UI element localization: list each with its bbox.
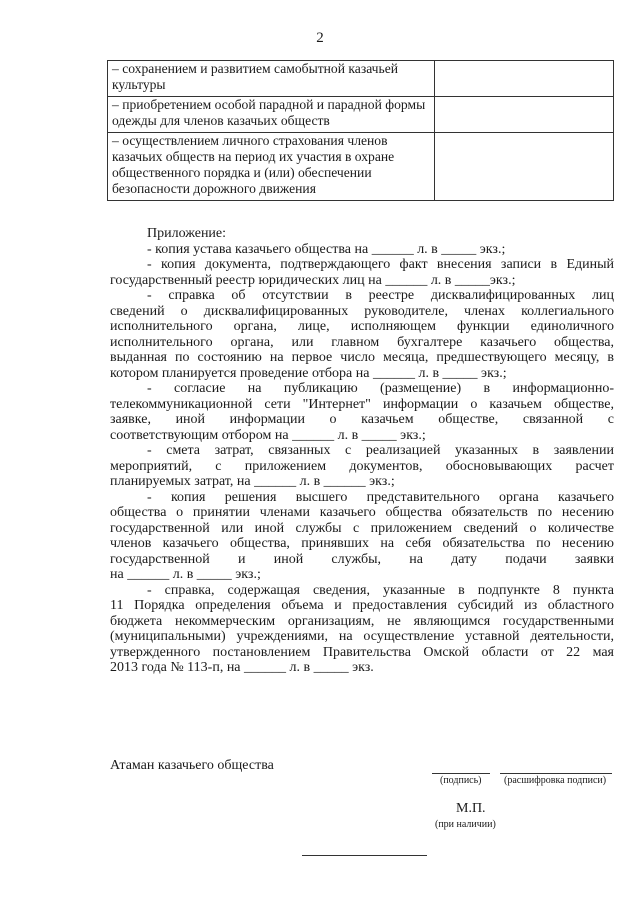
table-cell: – сохранением и развитием самобытной казачьей культуры	[108, 61, 435, 97]
signature-title: Атаман казачьего общества	[110, 758, 274, 773]
table-cell-empty	[435, 61, 614, 97]
attachment-item: - копия документа, подтверждающего факт внесения записи в Единый	[147, 257, 614, 272]
table-cell-empty	[435, 133, 614, 201]
attachment-item-line: мероприятий, с приложением документов, обосновывающих расчет	[110, 458, 614, 474]
table-cell: – приобретением особой парадной и парадной формы одежды для членов казачьих обществ	[108, 97, 435, 133]
attachment-item-line: общества о принятии членами казачьего общества обязательств по несению	[110, 505, 614, 520]
attachment-item-line: государственной или иной службы с приложением сведений о количестве	[110, 520, 614, 536]
table-row	[108, 133, 614, 201]
attachment-item-line: котором планируется проведение отбора на ______ л. в _____ экз.;	[110, 365, 507, 381]
signature-caption: (подпись)	[440, 775, 482, 786]
table-row	[108, 61, 614, 97]
signature-line	[432, 773, 490, 774]
attachment-heading: Приложение:	[147, 226, 227, 241]
attachment-item-line: бюджета некоммерческим организациям, не являющимся государственными	[110, 613, 614, 629]
attachment-item-line: исполнительного органа, лице, исполняющем функции единоличного	[110, 319, 614, 334]
attachment-item: - справка об отсутствии в реестре дисквалифицированных лиц	[147, 288, 614, 303]
attachment-item-line: выданная по состоянию на первое число месяца, предшествующего месяцу, в	[110, 350, 614, 365]
attachment-item-line: заявке, иной информации о казачьем обществе, связанной с	[110, 412, 614, 427]
attachment-item-line: 2013 года № 113-п, на ______ л. в _____ экз.	[110, 660, 374, 675]
attachment-item-line: соответствующим отбором на ______ л. в _____ экз.;	[110, 427, 426, 443]
attachment-item-line: телекоммуникационной сети "Интернет" информации о казачьем обществе,	[110, 396, 614, 412]
attachment-item: - копия устава казачьего общества на ______ л. в _____ экз.;	[147, 241, 506, 257]
table-row	[108, 97, 614, 133]
attachment-item-line: 11 Порядка определения объема и предоставления субсидий из областного	[110, 598, 614, 613]
page-number: 2	[316, 30, 324, 46]
attachment-item: - согласие на публикацию (размещение) в информационно-	[147, 381, 614, 396]
attachment-item-line: государственной и иной службы, на дату подачи заявки	[110, 551, 614, 567]
stamp-caption: (при наличии)	[435, 819, 496, 830]
attachment-item: государственный реестр юридических лиц на ______ л. в _____экз.;	[110, 272, 516, 288]
attachment-item-line: членов казачьего общества, принявших на себя обязательства по несению	[110, 536, 614, 551]
attachment-item-line: сведений о дисквалифицированных руководителе, членах коллегиального	[110, 303, 614, 319]
attachment-item-line: на ______ л. в _____ экз.;	[110, 567, 261, 582]
attachment-item-line: исполнительного органа, или главном бухгалтере казачьего общества,	[110, 334, 614, 350]
attachment-item-line: планируемых затрат, на ______ л. в ______ экз.;	[110, 474, 395, 489]
table-cell: – осуществлением личного страхования членов казачьих обществ на период их участия в охране общественного порядка и (или) обеспечении безопасности дорожного движения	[108, 133, 435, 201]
attachment-item: - смета затрат, связанных с реализацией указанных в заявлении	[147, 443, 614, 458]
table-cell-empty	[435, 97, 614, 133]
decode-caption: (расшифровка подписи)	[504, 775, 607, 786]
bottom-divider	[302, 855, 427, 856]
attachment-item-line: утвержденного постановлением Правительства Омской области от 22 мая	[110, 644, 614, 660]
items-table	[107, 60, 614, 201]
decode-line	[500, 773, 612, 774]
stamp-label: М.П.	[456, 801, 486, 816]
attachment-item: - копия решения высшего представительного органа казачьего	[147, 489, 614, 505]
attachment-item-line: (муниципальными) учреждениями, на осуществление уставной деятельности,	[110, 629, 614, 644]
attachment-block	[110, 226, 614, 676]
attachment-item: - справка, содержащая сведения, указанные в подпункте 8 пункта	[147, 582, 614, 598]
